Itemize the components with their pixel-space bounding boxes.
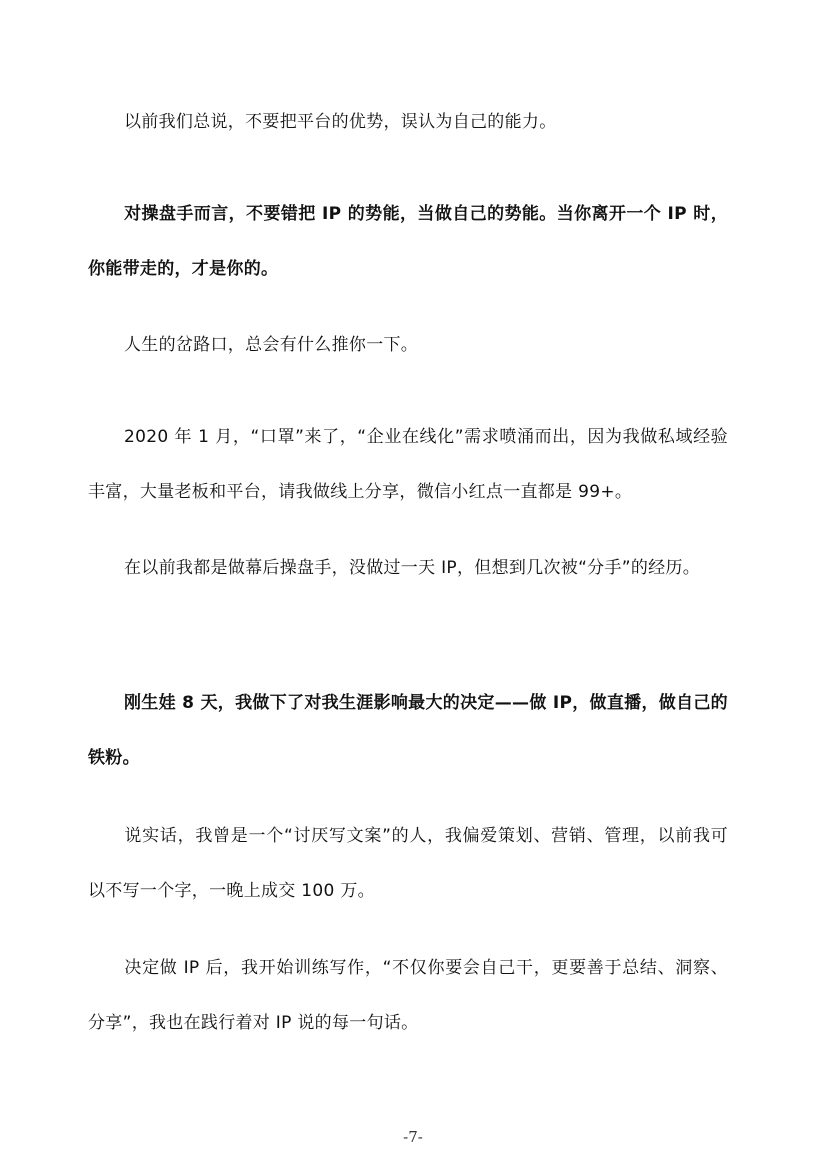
page-number: -7- <box>403 1128 423 1146</box>
paragraph-text: 决定做 IP 后，我开始训练写作，“不仅你要会自己干，更要善于总结、洞察、分享”，我也在践行着对 IP 说的每一句话。 <box>88 958 728 1033</box>
paragraph-behind-scenes <box>88 541 728 596</box>
paragraph-crossroads <box>88 318 728 373</box>
paragraph-writing-training <box>88 941 728 1051</box>
paragraph-2020-january <box>88 410 728 520</box>
paragraph-decision <box>88 676 728 786</box>
paragraph-text: 人生的岔路口，总会有什么推你一下。 <box>124 335 419 355</box>
paragraph-text: 对操盘手而言，不要错把 IP 的势能，当做自己的势能。当你离开一个 IP 时，你能带走的，才是你的。 <box>88 204 728 279</box>
paragraph-ip-momentum <box>88 187 728 297</box>
paragraph-text: 刚生娃 8 天，我做下了对我生涯影响最大的决定——做 IP，做直播，做自己的铁粉。 <box>88 693 728 768</box>
paragraph-text: 说实话，我曾是一个“讨厌写文案”的人，我偏爱策划、营销、管理，以前我可以不写一个字，一晚上成交 100 万。 <box>88 826 728 901</box>
paragraph-text: 在以前我都是做幕后操盘手，没做过一天 IP，但想到几次被“分手”的经历。 <box>124 558 701 578</box>
paragraph-text: 以前我们总说，不要把平台的优势，误认为自己的能力。 <box>124 112 557 132</box>
paragraph-text: 2020 年 1 月，“口罩”来了，“企业在线化”需求喷涌而出，因为我做私域经验丰富，大量老板和平台，请我做线上分享，微信小红点一直都是 99+。 <box>88 427 728 502</box>
paragraph-platform-advantage <box>88 95 728 150</box>
paragraph-copywriting <box>88 809 728 919</box>
